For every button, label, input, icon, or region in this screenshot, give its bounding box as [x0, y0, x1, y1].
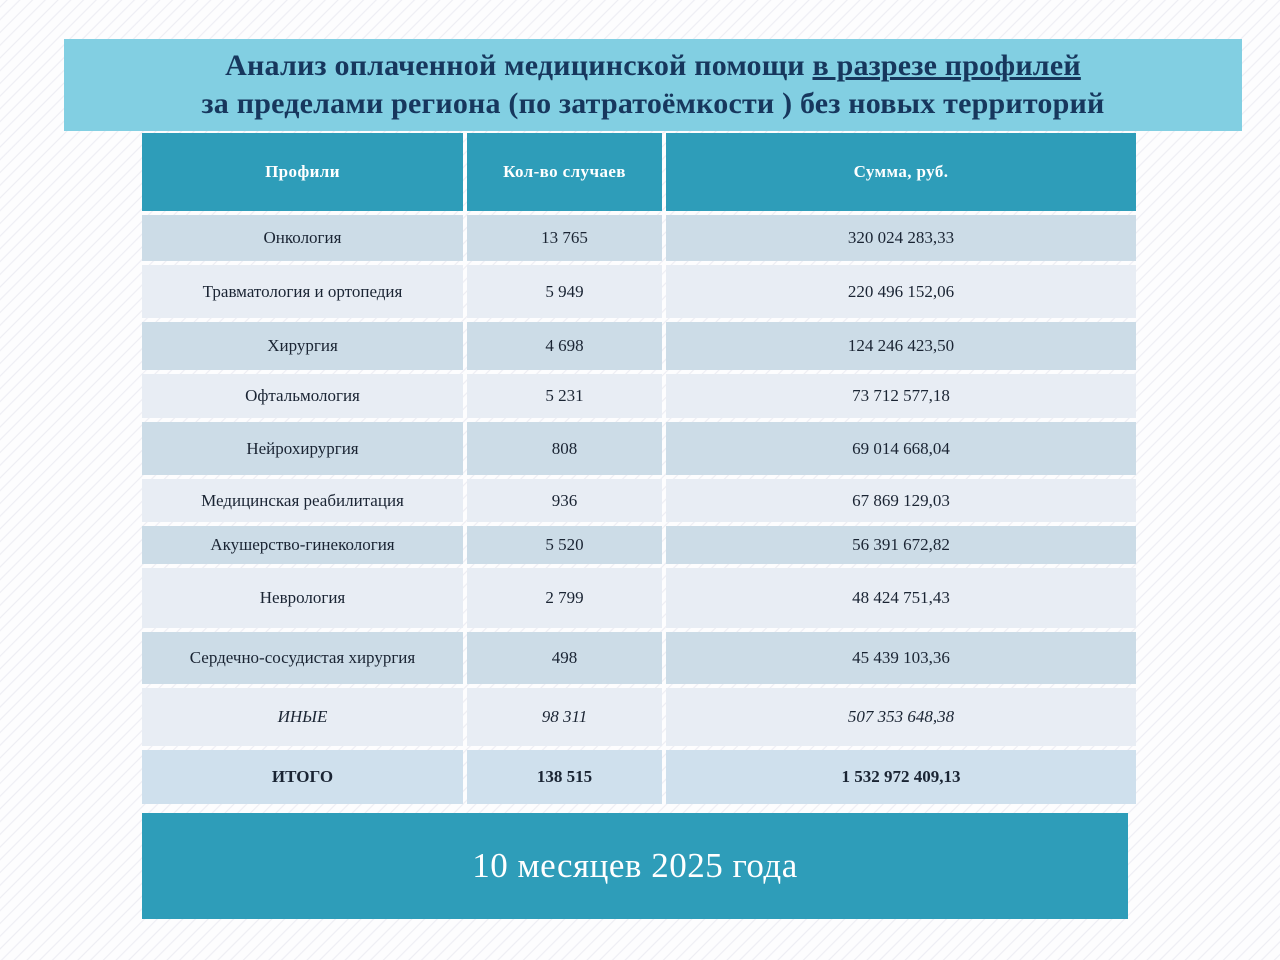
- sum-cell: 56 391 672,82: [666, 526, 1136, 564]
- footer-period-text: 10 месяцев 2025 года: [472, 846, 798, 885]
- profile-cell: Медицинская реабилитация: [142, 479, 463, 522]
- sum-cell: 124 246 423,50: [666, 322, 1136, 370]
- slide-title-line1: [225, 47, 1081, 85]
- sum-cell: 69 014 668,04: [666, 422, 1136, 475]
- table-row-rehabilitation: [142, 479, 1136, 522]
- table-header-row: [142, 133, 1136, 211]
- table-row-neurosurgery: [142, 422, 1136, 475]
- table-row-obstetrics: [142, 526, 1136, 564]
- slide-title-bar: [64, 39, 1242, 131]
- table-row-cardiovascular: [142, 632, 1136, 684]
- profile-cell: Нейрохирургия: [142, 422, 463, 475]
- cases-cell: 5 231: [467, 374, 662, 418]
- cases-cell: 808: [467, 422, 662, 475]
- cases-cell: 5 520: [467, 526, 662, 564]
- table-row-ophthalmology: [142, 374, 1136, 418]
- sum-cell: 220 496 152,06: [666, 265, 1136, 318]
- cases-cell: 936: [467, 479, 662, 522]
- title-text-normal: Анализ оплаченной медицинской помощи: [225, 49, 813, 82]
- footer-band: [142, 813, 1128, 919]
- sum-cell: 320 024 283,33: [666, 215, 1136, 261]
- cases-cell: 5 949: [467, 265, 662, 318]
- profile-cell: Травматология и ортопедия: [142, 265, 463, 318]
- sum-cell: 507 353 648,38: [666, 688, 1136, 746]
- title-text-underlined: в разрезе профилей: [812, 49, 1081, 82]
- cases-cell: 4 698: [467, 322, 662, 370]
- profile-cell: Неврология: [142, 568, 463, 628]
- col-header-cases: Кол-во случаев: [467, 133, 662, 211]
- table-row-oncology: [142, 215, 1136, 261]
- sum-cell: 48 424 751,43: [666, 568, 1136, 628]
- slide-title-line2: за пределами региона (по затратоёмкости ) без новых территорий: [201, 87, 1105, 120]
- profile-cell: Онкология: [142, 215, 463, 261]
- cases-cell: 498: [467, 632, 662, 684]
- profile-cell: ИТОГО: [142, 750, 463, 804]
- cases-cell: 13 765: [467, 215, 662, 261]
- profile-cell: ИНЫЕ: [142, 688, 463, 746]
- cases-cell: 98 311: [467, 688, 662, 746]
- col-header-profiles: Профили: [142, 133, 463, 211]
- profile-cell: Сердечно-сосудистая хирургия: [142, 632, 463, 684]
- table-row-neurology: [142, 568, 1136, 628]
- sum-cell: 73 712 577,18: [666, 374, 1136, 418]
- table-row-traumatology: [142, 265, 1136, 318]
- sum-cell: 1 532 972 409,13: [666, 750, 1136, 804]
- profile-cell: Хирургия: [142, 322, 463, 370]
- col-header-sum: Сумма, руб.: [666, 133, 1136, 211]
- profile-cell: Офтальмология: [142, 374, 463, 418]
- table-row-other: [142, 688, 1136, 746]
- cases-cell: 138 515: [467, 750, 662, 804]
- profiles-table: [138, 129, 1140, 808]
- profile-cell: Акушерство-гинекология: [142, 526, 463, 564]
- sum-cell: 67 869 129,03: [666, 479, 1136, 522]
- cases-cell: 2 799: [467, 568, 662, 628]
- table-row-total: [142, 750, 1136, 804]
- table-row-surgery: [142, 322, 1136, 370]
- sum-cell: 45 439 103,36: [666, 632, 1136, 684]
